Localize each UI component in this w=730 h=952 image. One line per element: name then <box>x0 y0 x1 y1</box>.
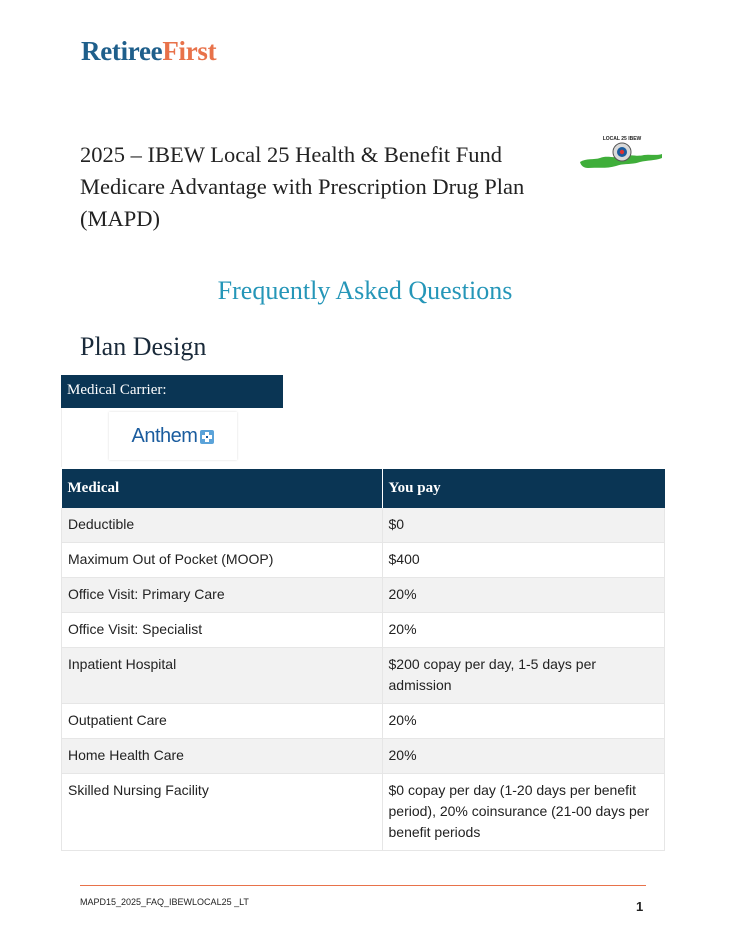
logo-part-retiree: Retiree <box>81 36 163 66</box>
row-cost: 20% <box>382 613 665 648</box>
title-line-1: 2025 – IBEW Local 25 Health & Benefit Fund <box>80 142 503 167</box>
row-cost: 20% <box>382 704 665 739</box>
medical-carrier-box <box>61 375 283 467</box>
row-item: Outpatient Care <box>62 704 383 739</box>
table-row <box>62 648 665 704</box>
long-island-map-icon <box>578 134 664 174</box>
section-heading: Plan Design <box>80 332 207 361</box>
anthem-logo-text: Anthem <box>131 424 198 447</box>
footer-divider <box>80 885 646 886</box>
badge-text: LOCAL 25 IBEW <box>602 136 642 142</box>
table-header-row <box>62 469 665 508</box>
table-row <box>62 543 665 578</box>
row-cost: 20% <box>382 578 665 613</box>
document-title <box>80 139 580 235</box>
row-cost: 20% <box>382 739 665 774</box>
header-medical: Medical <box>62 469 383 508</box>
footer-document-code: MAPD15_2025_FAQ_IBEWLOCAL25 _LT <box>80 897 249 907</box>
anthem-logo <box>109 412 237 460</box>
table-row <box>62 578 665 613</box>
faq-heading: Frequently Asked Questions <box>217 276 513 305</box>
row-cost: $0 <box>382 508 665 543</box>
medical-plan-table <box>61 469 665 851</box>
title-line-2: Medicare Advantage with Prescription Drug Plan <box>80 174 525 199</box>
row-item: Office Visit: Primary Care <box>62 578 383 613</box>
row-cost: $200 copay per day, 1-5 days per admission <box>382 648 665 704</box>
page-number: 1 <box>636 899 644 914</box>
table-row <box>62 739 665 774</box>
row-cost: $0 copay per day (1-20 days per benefit period), 20% coinsurance (21-00 days per benefit periods <box>382 774 665 851</box>
row-item: Home Health Care <box>62 739 383 774</box>
medical-carrier-label: Medical Carrier: <box>61 375 283 408</box>
row-item: Skilled Nursing Facility <box>62 774 383 851</box>
row-cost: $400 <box>382 543 665 578</box>
row-item: Inpatient Hospital <box>62 648 383 704</box>
table-row <box>62 613 665 648</box>
logo-part-first: First <box>162 36 217 66</box>
header-you-pay: You pay <box>382 469 665 508</box>
local25-ibew-badge <box>578 134 664 174</box>
row-item: Office Visit: Specialist <box>62 613 383 648</box>
row-item: Maximum Out of Pocket (MOOP) <box>62 543 383 578</box>
title-line-3: (MAPD) <box>80 206 161 231</box>
table-row <box>62 508 665 543</box>
blue-cross-shield-icon <box>200 430 214 444</box>
carrier-logo-cell <box>61 408 283 467</box>
retireefirst-logo <box>81 36 216 67</box>
row-item: Deductible <box>62 508 383 543</box>
table-row <box>62 774 665 851</box>
table-row <box>62 704 665 739</box>
